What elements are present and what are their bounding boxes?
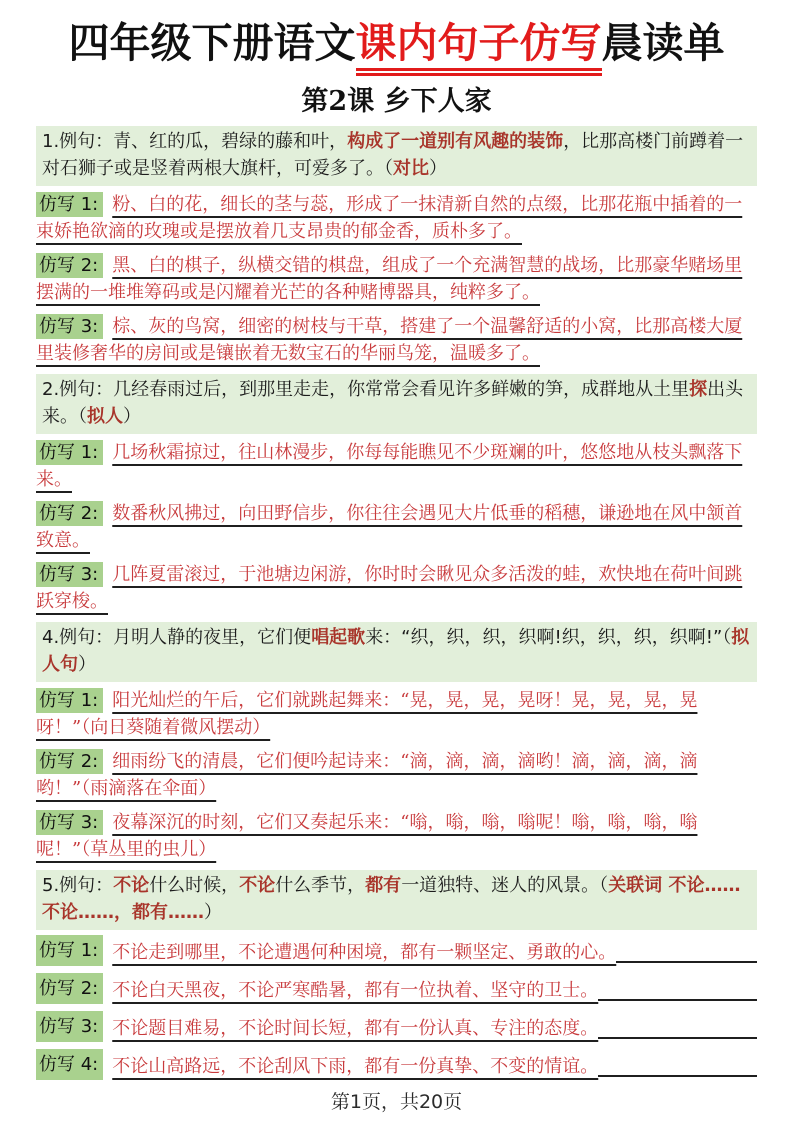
page-title	[0, 10, 793, 69]
example-sentence-5	[36, 870, 757, 930]
imitation-label: 仿写 3:	[36, 810, 103, 835]
section-4	[36, 622, 757, 867]
imitation-text: 几阵夏雷滚过，于池塘边闲游，你时时会瞅见众多活泼的蛙，欢快地在荷叶间跳跃穿梭。	[36, 564, 743, 612]
imitation-label: 仿写 1:	[36, 440, 103, 465]
imitation-row-2-1	[36, 437, 757, 497]
example-4-text: 来：“织，织，织，织啊!织，织，织，织啊!”（	[365, 627, 732, 648]
example-4-keyword: 唱起歌	[311, 627, 366, 648]
example-5-text: 什么季节，	[275, 875, 366, 896]
lesson-subtitle: 第2课 乡下人家	[301, 86, 492, 117]
example-2-text: ）	[123, 406, 141, 427]
imitation-text: 细雨纷飞的清晨，它们便吟起诗来：“滴，滴，滴，滴哟！滴，滴，滴，滴哟！”（雨滴落在伞面）	[36, 751, 698, 799]
imitation-text: 棕、灰的鸟窝，细密的树枝与干草，搭建了一个温馨舒适的小窝，比那高楼大厦里装修奢华的房间或是镶嵌着无数宝石的华丽鸟笼，温暖多了。	[36, 316, 743, 364]
example-4-technique: 拟人句	[42, 627, 750, 675]
imitation-text: 粉、白的花，细长的茎与蕊，形成了一抹清新自然的点缀，比那花瓶中插着的一束娇艳欲滴的玫瑰或是摆放着几支昂贵的郁金香，质朴多了。	[36, 194, 743, 242]
example-2-keyword: 探	[689, 379, 708, 400]
example-2-text: 出头来。（	[42, 379, 744, 427]
imitation-row-2-2	[36, 498, 757, 558]
imitation-row-1-2	[36, 250, 757, 310]
example-5-text: 什么时候，	[149, 875, 240, 896]
example-1-text: 1.例句：青、红的瓜，碧绿的藤和叶，	[42, 131, 348, 152]
example-1-technique: 对比	[393, 158, 429, 179]
imitation-label: 仿写 2:	[36, 749, 103, 774]
imitation-text: 黑、白的棋子，纵横交错的棋盘，组成了一个充满智慧的战场，比那豪华赌场里摆满的一堆堆筹码或是闪耀着光芒的各种赌博器具，纯粹多了。	[36, 255, 743, 303]
example-sentence-2	[36, 374, 757, 434]
imitation-row-1-1	[36, 189, 757, 249]
example-1-text: ）	[429, 158, 447, 179]
imitation-text: 阳光灿烂的午后，它们就跳起舞来：“晃，晃，晃，晃呀！晃，晃，晃，晃呀！”（向日葵随着微风摆动）	[36, 690, 698, 738]
imitation-label: 仿写 1:	[36, 688, 103, 713]
imitation-label: 仿写 3:	[36, 562, 103, 587]
imitation-label: 仿写 1:	[36, 935, 103, 966]
imitation-text: 不论走到哪里，不论遭遇何种困境，都有一颗坚定、勇敢的心。	[112, 942, 617, 963]
page-number: 第1页，共20页	[330, 1091, 463, 1113]
imitation-row-1-3	[36, 311, 757, 371]
example-5-keyword: 不论	[113, 875, 150, 896]
imitation-label: 仿写 3:	[36, 314, 103, 339]
imitation-row-5-4	[36, 1047, 757, 1084]
section-1	[36, 126, 757, 371]
example-5-text: 5.例句：	[42, 875, 114, 896]
imitation-text: 不论山高路远，不论刮风下雨，都有一份真挚、不变的情谊。	[112, 1056, 599, 1077]
example-2-text: 2.例句：几经春雨过后，到那里走走，你常常会看见许多鲜嫩的笋，成群地从土里	[42, 379, 690, 400]
section-2	[36, 374, 757, 619]
example-sentence-1	[36, 126, 757, 186]
section-5	[36, 870, 757, 1084]
example-4-text: 4.例句：月明人静的夜里，它们便	[42, 627, 312, 648]
example-4-text: ）	[78, 654, 96, 675]
imitation-label: 仿写 2:	[36, 253, 103, 278]
example-1-text: ，比那高楼门前蹲着一对石狮子或是竖着两根大旗杆，可爱多了。（	[42, 131, 744, 179]
title-highlight: 课内句子仿写	[356, 19, 602, 76]
imitation-row-5-1	[36, 933, 757, 970]
imitation-label: 仿写 3:	[36, 1011, 103, 1042]
imitation-label: 仿写 1:	[36, 192, 103, 217]
example-5-keyword: 不论	[239, 875, 276, 896]
imitation-row-5-2	[36, 971, 757, 1008]
example-5-keyword: 都有	[365, 875, 402, 896]
example-5-technique: 关联词 不论……不论……，都有……	[42, 875, 741, 923]
imitation-row-4-2	[36, 746, 757, 806]
example-2-technique: 拟人	[87, 406, 123, 427]
imitation-label: 仿写 4:	[36, 1049, 103, 1080]
imitation-label: 仿写 2:	[36, 973, 103, 1004]
title-part-left: 四年级下册语文	[68, 19, 356, 67]
example-sentence-4	[36, 622, 757, 682]
imitation-label: 仿写 2:	[36, 501, 103, 526]
imitation-row-4-1	[36, 685, 757, 745]
imitation-text: 不论题目难易，不论时间长短，都有一份认真、专注的态度。	[112, 1018, 599, 1039]
imitation-row-5-3	[36, 1009, 757, 1046]
example-5-text: ）	[204, 902, 222, 923]
imitation-row-4-3	[36, 807, 757, 867]
imitation-row-2-3	[36, 559, 757, 619]
imitation-text: 不论白天黑夜，不论严寒酷暑，都有一位执着、坚守的卫士。	[112, 980, 599, 1001]
example-1-keyword: 构成了一道别有风趣的装饰	[347, 131, 564, 152]
title-part-right: 晨读单	[601, 19, 725, 67]
example-5-text: 一道独特、迷人的风景。（	[401, 875, 609, 896]
worksheet-content	[36, 126, 757, 1084]
imitation-text: 夜幕深沉的时刻，它们又奏起乐来：“嗡，嗡，嗡，嗡呢！嗡，嗡，嗡，嗡呢！”（草丛里的虫儿）	[36, 812, 698, 860]
imitation-text: 几场秋霜掠过，往山林漫步，你每每能瞧见不少斑斓的叶，悠悠地从枝头飘落下来。	[36, 442, 743, 490]
imitation-text: 数番秋风拂过，向田野信步，你往往会遇见大片低垂的稻穗，谦逊地在风中颔首致意。	[36, 503, 743, 551]
